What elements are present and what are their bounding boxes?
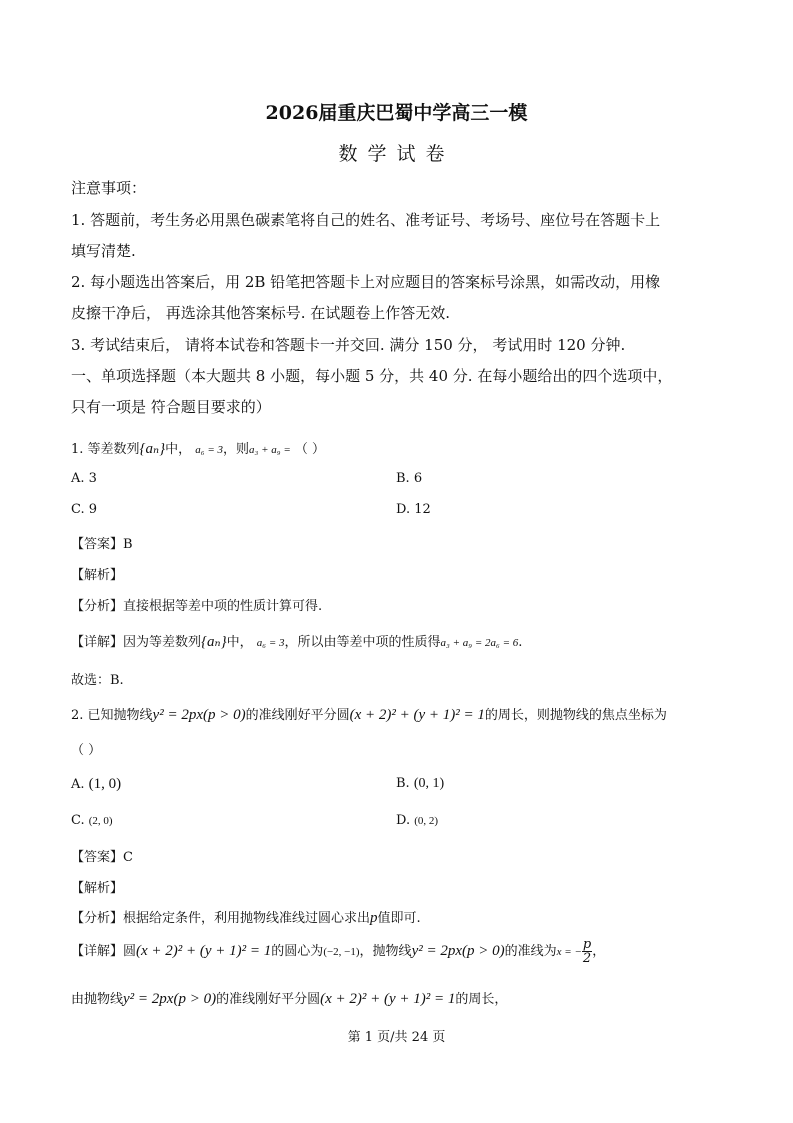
q2-option-a-value: (1, 0) — [88, 776, 122, 792]
notice-item-3: 3. 考试结束后， 请将本试卷和答题卡一并交回. 满分 150 分， 考试用时 120 分钟. — [71, 336, 626, 354]
q1-analysis-tag: 【解析】 — [71, 568, 124, 583]
q1-option-a: A. 3 — [71, 471, 97, 486]
notice-heading: 注意事项： — [71, 179, 147, 197]
q2-last-parabola: y² = 2px(p > 0) — [123, 991, 217, 1007]
q2-option-a-label: A. — [71, 777, 85, 792]
q2-detail-mid2: ，抛物线 — [359, 944, 412, 959]
q2-fenxi-var: p — [370, 910, 378, 926]
q2-option-b-label: B. — [396, 776, 410, 791]
q2-option-a — [71, 776, 121, 793]
q2-last-circle: (x + 2)² + (y + 1)² = 1 — [320, 991, 456, 1007]
q2-stem-mid: 的准线刚好平分圆 — [245, 708, 350, 723]
q2-fenxi-prefix: 【分析】根据给定条件，利用抛物线准线过圆心求出 — [71, 911, 371, 926]
q2-option-d-value: (0, 2) — [414, 815, 439, 827]
q2-detail-circle: (x + 2)² + (y + 1)² = 1 — [136, 943, 272, 959]
q2-parabola: y² = 2px(p > 0) — [152, 707, 246, 723]
q1-detail-prefix: 【详解】因为等差数列 — [71, 635, 202, 650]
q1-detail — [71, 631, 522, 651]
page-title: 2026届重庆巴蜀中学高三一模 — [265, 102, 528, 124]
q2-detail-prefix: 【详解】圆 — [71, 944, 137, 959]
notice-item-1-cont: 填写清楚. — [71, 242, 136, 260]
q2-paren: （ ） — [71, 743, 102, 758]
q1-stem-mid1: 中， — [165, 442, 192, 457]
q2-option-c-label: C. — [71, 813, 85, 828]
q2-detail-end: ， — [592, 944, 606, 959]
q2-answer: 【答案】C — [71, 850, 133, 865]
q2-stem-suffix: 的周长，则抛物线的焦点坐标为 — [484, 708, 667, 723]
q1-fenxi: 【分析】直接根据等差中项的性质计算可得. — [71, 599, 323, 614]
q2-last-prefix: 由抛物线 — [71, 992, 124, 1007]
q1-detail-cond: a₆ = 3 — [256, 637, 285, 649]
q1-detail-seq: {aₙ} — [201, 634, 227, 650]
q2-option-d — [396, 813, 438, 828]
q2-detail-directrix: x = − — [556, 946, 582, 958]
q1-cond: a₆ = 3 — [195, 444, 224, 456]
q2-detail — [71, 938, 605, 965]
q1-option-c: C. 9 — [71, 502, 98, 517]
notice-item-1: 1. 答题前，考生务必用黑色碳素笔将自己的姓名、准考证号、考场号、座位号在答题卡上 — [71, 211, 661, 229]
q2-detail-parabola: y² = 2px(p > 0) — [411, 943, 505, 959]
q1-detail-mid1: 中， — [226, 635, 253, 650]
q2-directrix-fraction — [582, 938, 592, 965]
q2-last-mid: 的准线刚好平分圆 — [216, 992, 321, 1007]
q1-detail-expr: a₃ + a₉ = 2a₆ = 6 — [440, 637, 519, 649]
q2-stem — [71, 704, 667, 724]
q2-detail-mid3: 的准线为 — [504, 944, 557, 959]
q2-fraction-numerator: p — [582, 937, 592, 952]
q2-stem-prefix: 2. 已知抛物线 — [71, 708, 153, 723]
notice-item-2: 2. 每小题选出答案后，用 2B 铅笔把答题卡上对应题目的答案标号涂黑，如需改动，用橡 — [71, 273, 661, 291]
q1-answer: 【答案】B — [71, 537, 133, 552]
q2-option-b-value: (0, 1) — [413, 776, 445, 791]
q1-seq: {aₙ} — [139, 441, 166, 457]
q2-detail-mid1: 的圆心为 — [271, 944, 324, 959]
q2-option-c-value: (2, 0) — [88, 815, 113, 827]
section-heading-cont: 只有一项是 符合题目要求的） — [71, 398, 271, 416]
q2-fraction-denominator: 2 — [582, 951, 592, 966]
q2-detail-center: (−2, −1) — [323, 946, 360, 958]
q2-detail-cont — [71, 988, 507, 1008]
page-subtitle: 数学试卷 — [338, 143, 455, 165]
q2-option-d-label: D. — [396, 813, 411, 828]
q1-ask: a₃ + a₉ = — [249, 444, 291, 456]
q1-paren: （ ） — [290, 442, 326, 457]
q2-fenxi-suffix: 值即可. — [377, 911, 421, 926]
q2-last-suffix: 的周长， — [455, 992, 508, 1007]
page-number: 第 1 页/共 24 页 — [347, 1030, 446, 1045]
q2-option-b — [396, 776, 444, 792]
q1-option-d: D. 12 — [396, 502, 431, 517]
q2-fenxi — [71, 907, 421, 927]
notice-item-2-cont: 皮擦干净后， 再选涂其他答案标号. 在试题卷上作答无效. — [71, 304, 451, 322]
q2-option-c — [71, 813, 113, 828]
q2-analysis-tag: 【解析】 — [71, 881, 124, 896]
q2-circle: (x + 2)² + (y + 1)² = 1 — [349, 707, 485, 723]
section-heading: 一、单项选择题（本大题共 8 小题，每小题 5 分，共 40 分. 在每小题给出的四个选项中， — [71, 367, 673, 385]
q1-detail-mid2: ，所以由等差中项的性质得 — [284, 635, 441, 650]
q1-stem-mid2: ，则 — [223, 442, 250, 457]
q1-option-b: B. 6 — [396, 471, 423, 486]
q1-detail-end: . — [518, 635, 523, 650]
q1-choose: 故选：B. — [71, 673, 124, 688]
q1-stem — [71, 438, 325, 458]
q1-stem-prefix: 1. 等差数列 — [71, 442, 140, 457]
